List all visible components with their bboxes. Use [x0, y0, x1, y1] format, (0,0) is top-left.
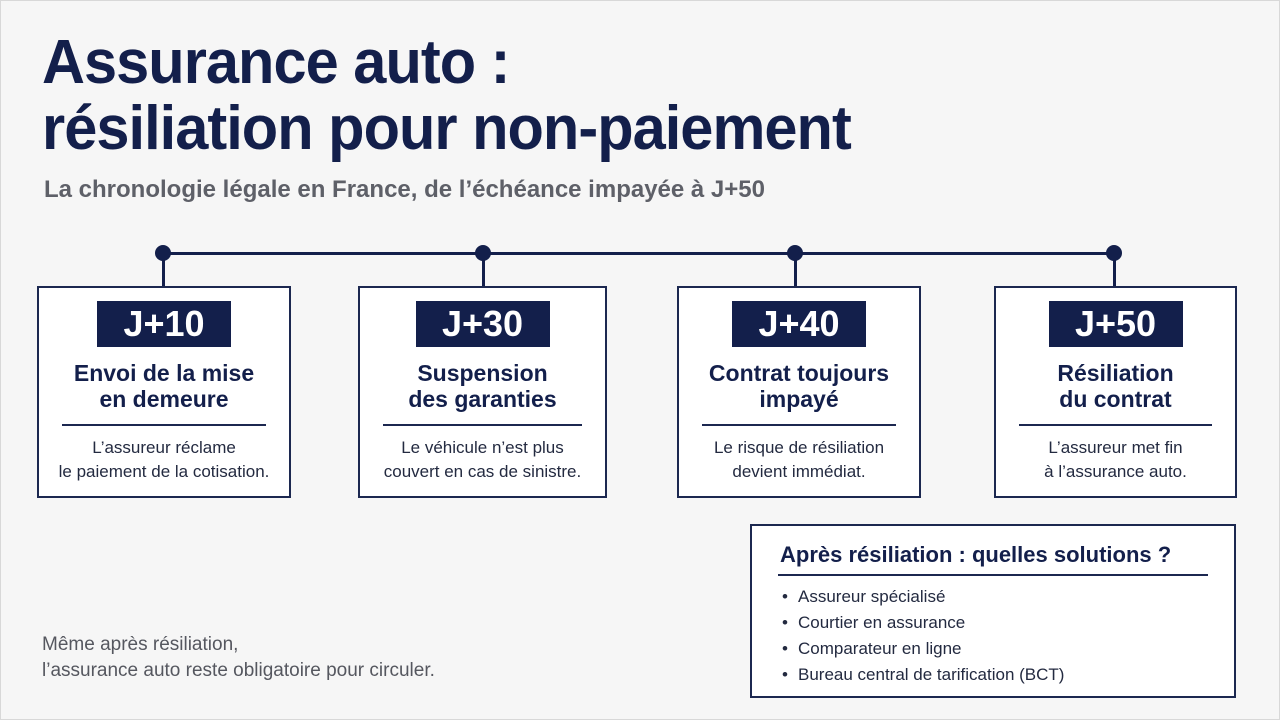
step-title: [679, 360, 919, 412]
solution-item-label: Assureur spécialisé: [798, 587, 946, 606]
step-card-j50: [994, 286, 1237, 498]
bullet-icon: •: [782, 639, 788, 658]
step-badge: J+30: [416, 301, 550, 347]
step-title-line1: Contrat toujours: [708, 360, 890, 386]
solution-item: [782, 662, 1064, 688]
footnote-line1: Même après résiliation,: [42, 634, 239, 655]
solution-item: [782, 584, 1064, 610]
step-title: [39, 360, 289, 412]
timeline-stem-4: [1113, 258, 1116, 286]
bullet-icon: •: [782, 665, 788, 684]
page-subtitle: La chronologie légale en France, de l’échéance impayée à J+50: [44, 176, 765, 203]
step-card-j30: [358, 286, 607, 498]
page-title-line2: résiliation pour non-paiement: [42, 94, 851, 163]
solution-item-label: Courtier en assurance: [798, 613, 966, 632]
step-divider: [702, 424, 896, 426]
footnote: [42, 632, 435, 684]
solutions-title: Après résiliation : quelles solutions ?: [780, 542, 1172, 567]
step-title-line2: du contrat: [1059, 386, 1172, 412]
solutions-box: [750, 524, 1236, 698]
timeline-line: [163, 252, 1114, 255]
page-title: [42, 30, 851, 162]
step-title: [996, 360, 1235, 412]
step-desc-line1: Le risque de résiliation: [713, 438, 885, 457]
step-card-j10: [37, 286, 291, 498]
step-divider: [383, 424, 582, 426]
step-divider: [62, 424, 266, 426]
timeline-stem-2: [482, 258, 485, 286]
step-divider: [1019, 424, 1212, 426]
footnote-line2: l’assurance auto reste obligatoire pour circuler.: [42, 660, 435, 681]
step-desc-line2: à l’assurance auto.: [1044, 462, 1187, 481]
step-description: [679, 436, 919, 484]
step-title-line2: en demeure: [99, 386, 229, 412]
page-title-line1: Assurance auto :: [42, 28, 510, 97]
solution-item: [782, 636, 1064, 662]
step-desc-line1: L’assureur réclame: [92, 438, 236, 457]
step-desc-line2: devient immédiat.: [732, 462, 866, 481]
step-title: [360, 360, 605, 412]
solutions-divider: [778, 574, 1208, 576]
timeline-stem-3: [794, 258, 797, 286]
solution-item: [782, 610, 1064, 636]
solution-item-label: Bureau central de tarification (BCT): [798, 665, 1065, 684]
step-badge: J+50: [1049, 301, 1183, 347]
step-badge: J+10: [97, 301, 231, 347]
timeline-stem-1: [162, 258, 165, 286]
solutions-list: [782, 584, 1064, 688]
bullet-icon: •: [782, 613, 788, 632]
bullet-icon: •: [782, 587, 788, 606]
step-title-line1: Résiliation: [1057, 360, 1174, 386]
step-desc-line2: le paiement de la cotisation.: [58, 462, 270, 481]
step-title-line2: impayé: [759, 386, 839, 412]
step-description: [996, 436, 1235, 484]
step-title-line1: Suspension: [417, 360, 548, 386]
step-badge: J+40: [732, 301, 866, 347]
step-card-j40: [677, 286, 921, 498]
step-description: [360, 436, 605, 484]
step-title-line2: des garanties: [408, 386, 557, 412]
step-desc-line2: couvert en cas de sinistre.: [383, 462, 582, 481]
step-desc-line1: L’assureur met fin: [1048, 438, 1183, 457]
step-title-line1: Envoi de la mise: [73, 360, 255, 386]
step-description: [39, 436, 289, 484]
step-desc-line1: Le véhicule n’est plus: [401, 438, 564, 457]
solution-item-label: Comparateur en ligne: [798, 639, 962, 658]
